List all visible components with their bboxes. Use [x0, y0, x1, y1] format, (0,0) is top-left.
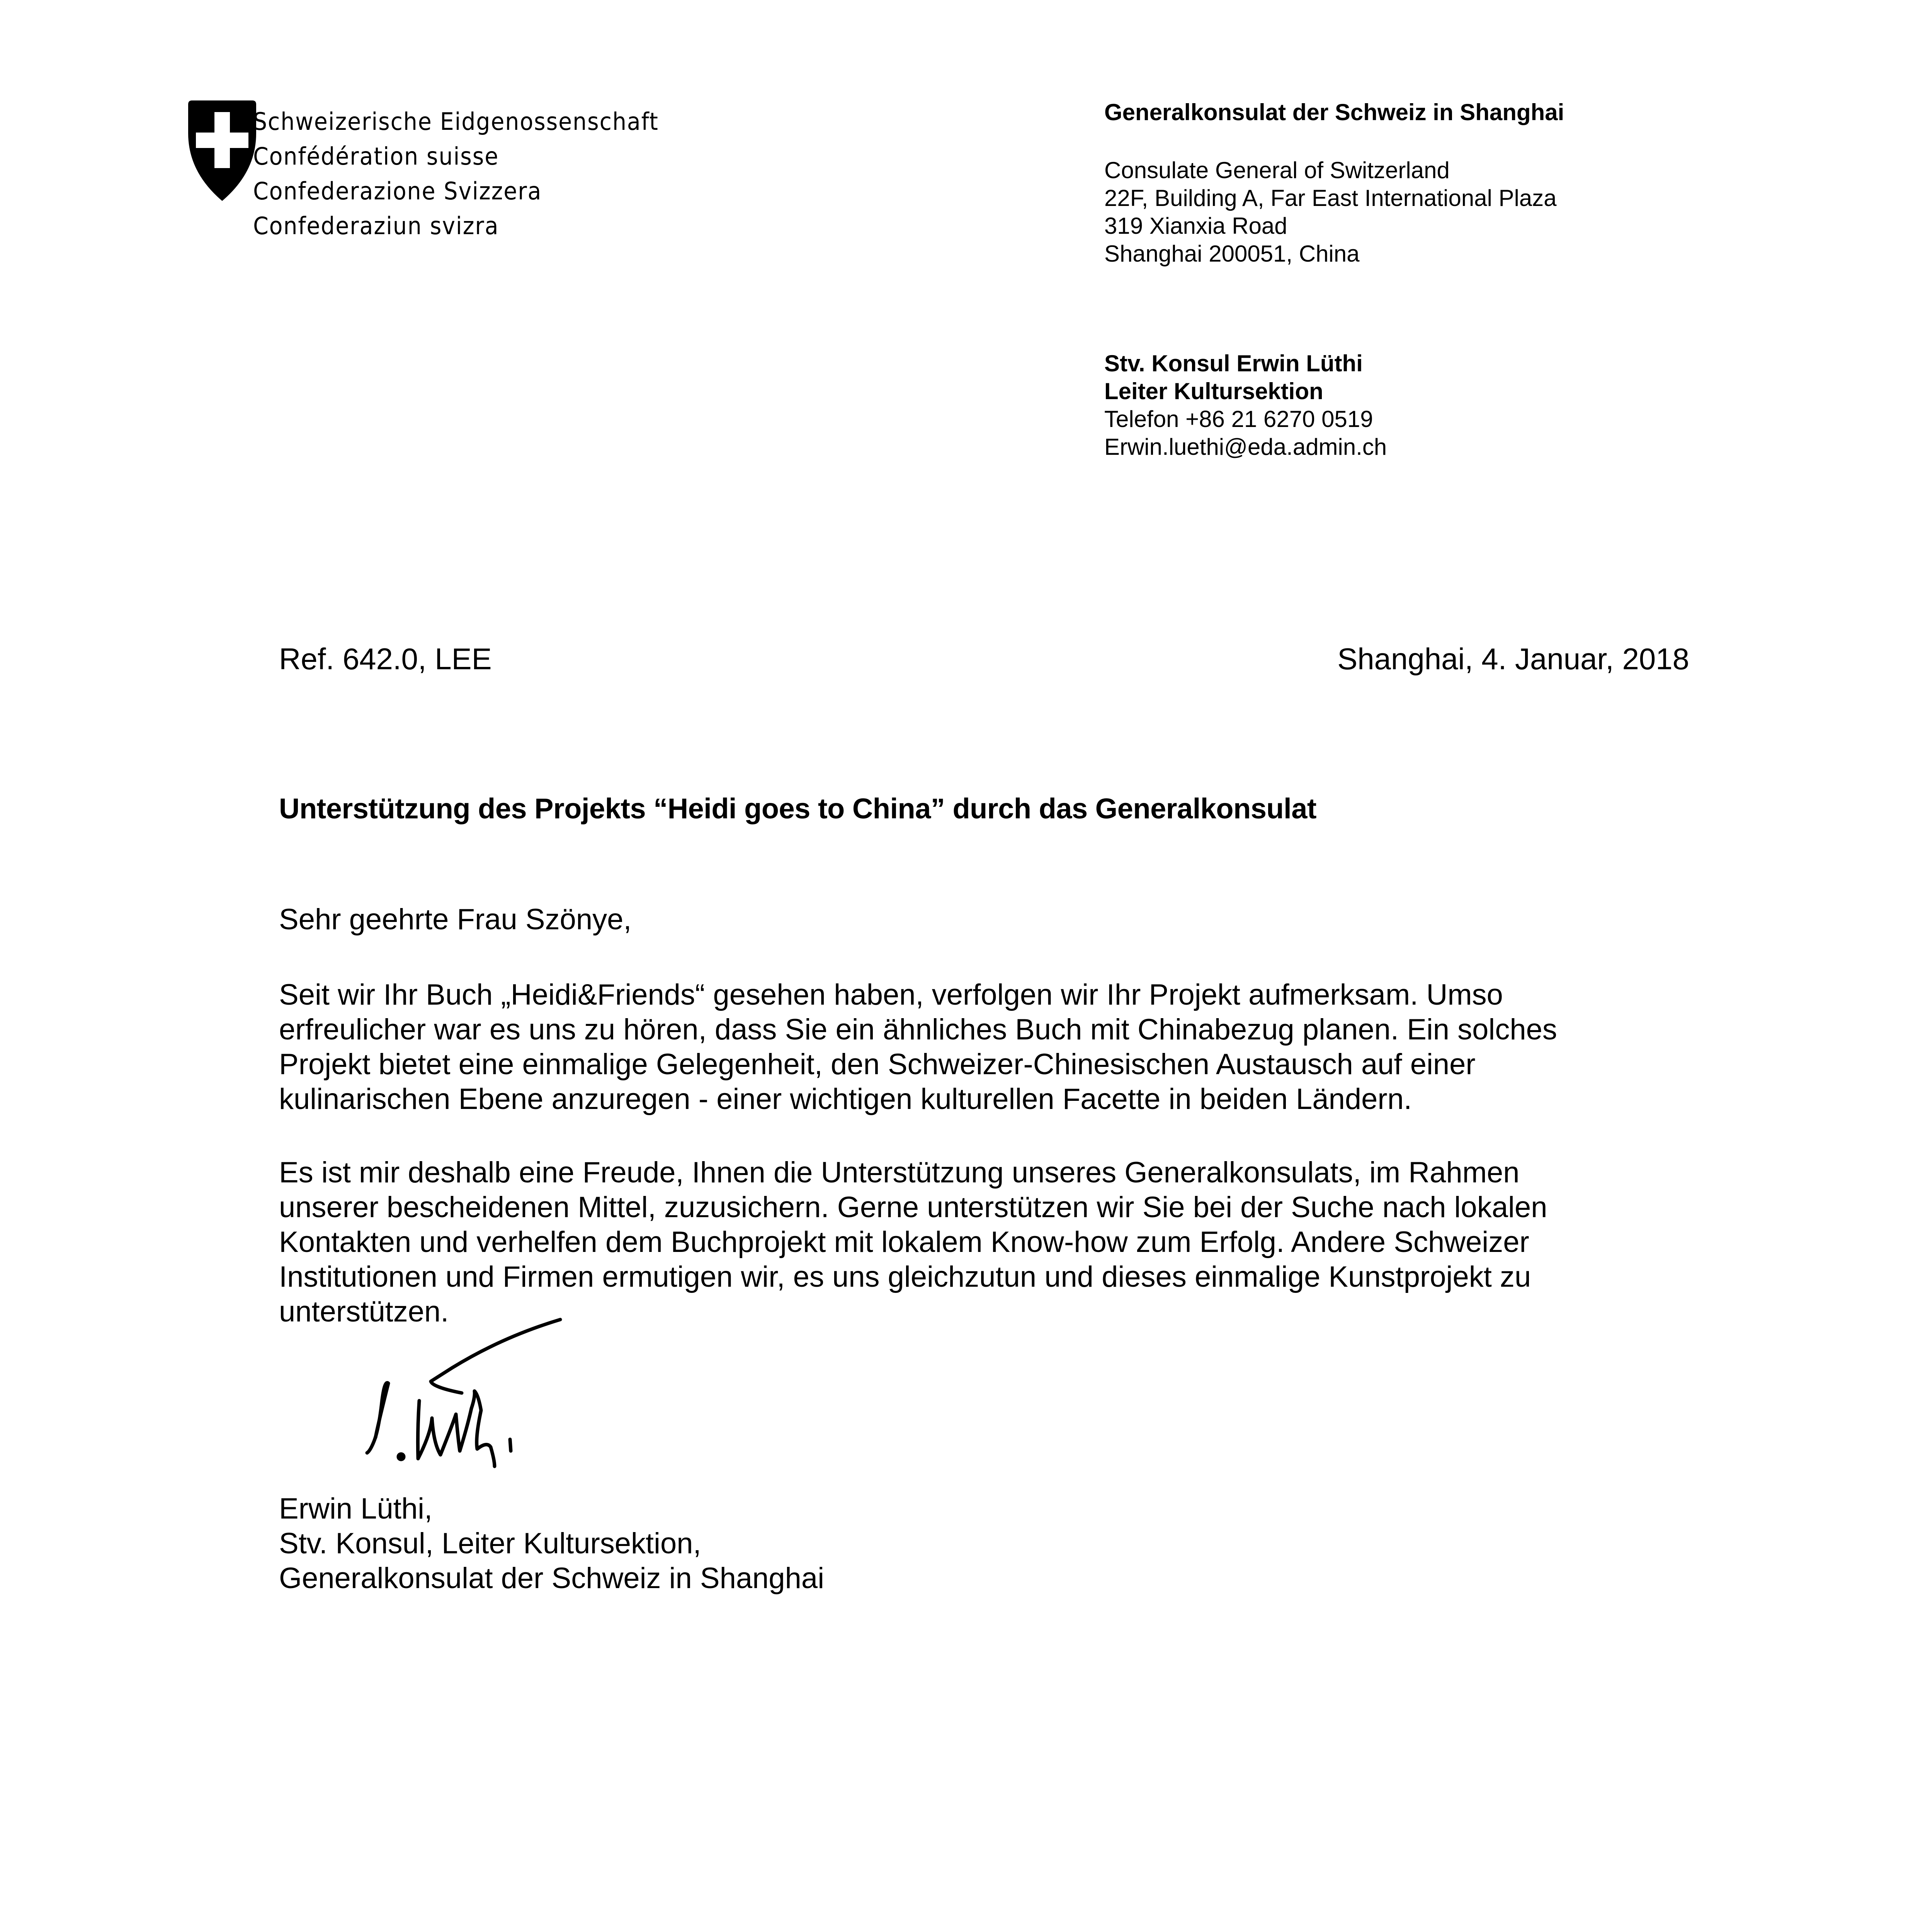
federation-name-de: Schweizerische Eidgenossenschaft — [253, 107, 659, 136]
letter-date: Shanghai, 4. Januar, 2018 — [1337, 642, 1689, 676]
federation-name-rm: Confederaziun svizra — [253, 212, 499, 240]
salutation-text: Sehr geehrte Frau Szönye, — [279, 903, 632, 936]
swiss-coat-of-arms-icon — [184, 99, 261, 203]
paragraph-line: Projekt bietet eine einmalige Gelegenheit, den Schweizer-Chinesischen Austausch auf einer — [279, 1048, 1476, 1081]
paragraph-line: erfreulicher war es uns zu hören, dass Sie ein ähnliches Buch mit Chinabezug planen. Ein solches — [279, 1013, 1557, 1046]
federation-names — [253, 104, 659, 243]
closing-block — [279, 1492, 824, 1596]
sender-contact — [1104, 350, 1387, 461]
sender-phone: Telefon +86 21 6270 0519 — [1104, 406, 1373, 432]
federation-name-it: Confederazione Svizzera — [253, 177, 542, 205]
address-line: 319 Xianxia Road — [1104, 213, 1287, 239]
address-line: Consulate General of Switzerland — [1104, 157, 1450, 183]
sender-name: Stv. Konsul Erwin Lüthi — [1104, 350, 1363, 376]
paragraph-line: unterstützen. — [279, 1295, 449, 1328]
sender-email[interactable]: Erwin.luethi@eda.admin.ch — [1104, 434, 1387, 460]
closing-title: Stv. Konsul, Leiter Kultursektion, — [279, 1527, 701, 1560]
sender-role: Leiter Kultursektion — [1104, 378, 1323, 404]
paragraph-2 — [279, 1155, 1709, 1329]
paragraph-line: Seit wir Ihr Buch „Heidi&Friends“ gesehen haben, verfolgen wir Ihr Projekt aufmerksam. Umso — [279, 978, 1503, 1011]
salutation — [279, 902, 1709, 937]
federation-name-fr: Confédération suisse — [253, 142, 499, 170]
paragraph-line: kulinarischen Ebene anzuregen - einer wichtigen kulturellen Facette in beiden Ländern. — [279, 1083, 1412, 1116]
paragraph-1 — [279, 978, 1709, 1117]
address-line: 22F, Building A, Far East International Plaza — [1104, 185, 1557, 211]
letter-subject: Unterstützung des Projekts “Heidi goes to China” durch das Generalkonsulat — [279, 793, 1317, 825]
address-line: Shanghai 200051, China — [1104, 241, 1360, 267]
handwritten-signature-icon — [286, 1314, 595, 1480]
paragraph-line: Es ist mir deshalb eine Freude, Ihnen die Unterstützung unseres Generalkonsulats, im Rahmen — [279, 1156, 1520, 1189]
paragraph-line: unserer bescheidenen Mittel, zuzusichern. Gerne unterstützen wir Sie bei der Suche nach lokalen — [279, 1191, 1547, 1224]
closing-organization: Generalkonsulat der Schweiz in Shanghai — [279, 1562, 825, 1595]
consulate-name: Generalkonsulat der Schweiz in Shanghai — [1104, 99, 1564, 125]
consulate-address — [1104, 156, 1557, 268]
closing-name: Erwin Lüthi, — [279, 1492, 433, 1525]
paragraph-line: Kontakten und verhelfen dem Buchprojekt mit lokalem Know-how zum Erfolg. Andere Schweizer — [279, 1226, 1529, 1259]
paragraph-line: Institutionen und Firmen ermutigen wir, es uns gleichzutun und dieses einmalige Kunstprojekt zu — [279, 1260, 1531, 1293]
reference-number: Ref. 642.0, LEE — [279, 642, 492, 676]
